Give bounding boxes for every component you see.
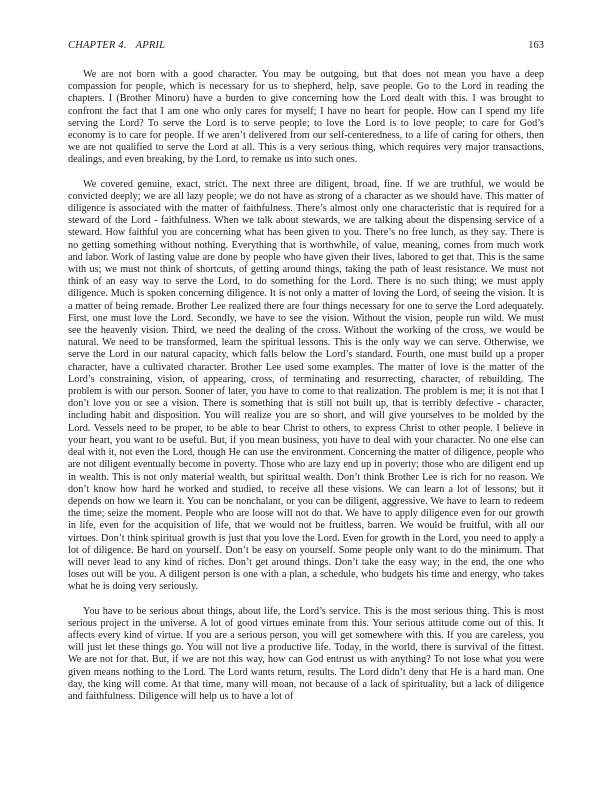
- document-body: [68, 69, 544, 703]
- body-paragraph-3: You have to be serious about things, about life, the Lord’s service. This is the most serious thing. This is most serious project in the universe. A lot of good virtues eminate from this. Your serious attitude come out of this. It affects every kind of virtue. If you are a serious person, you will get somewhere with this. If you are careless, you will just let these things go. You will not live a productive life. Today, in the world, there is survival of the fittest. We are not for that. But, if we are not this way, how can God entrust us with anything? To not lose what you were given means nothing to the Lord. The Lord wants return, results. The Lord didn’t deny that He is a hard man. One day, the king will come. At that time, many will moan, not because of a lack of spirituality, but a lack of diligence and faithfulness. Diligence will help us to have a lot of: [68, 605, 544, 702]
- chapter-title: APRIL: [135, 40, 166, 51]
- chapter-heading: [68, 40, 165, 51]
- page-number: 163: [528, 40, 544, 51]
- body-paragraph-1: We are not born with a good character. You may be outgoing, but that does not mean you have a deep compassion for people, which is necessary for us to shepherd, help, save people. Go to the Lord in reading the chapters. I (Brother Minoru) have a burden to give concerning how the Lord dealt with this. I was brought to confront the fact that I am one who only cares for myself; I have no heart for people. How can I spend my life serving the Lord? To serve the Lord is to serve people; to love the Lord is to love people; to care for God’s economy is to care for people. If we aren’t delivered from our self-centeredness, to a life of caring for others, then we are not qualified to serve the Lord at all. This is a very serious thing, which requires very major transactions, dealings, and even breaking, by the Lord, to remake us into such ones.: [68, 69, 544, 166]
- body-paragraph-2: We covered genuine, exact, strict. The next three are diligent, broad, fine. If we are truthful, we would be convicted deeply; we are all lazy people; we do not have as strong of a character as we should have. This matter of diligence is associated with the matter of faithfulness. There’s almost only one characteristic that is required for a steward of the Lord - faithfulness. When we talk about stewards, we are talking about the dispensing service of a steward. How faithful you are concerning what has been given to you. There’s no free lunch, as they say. There is no getting something without nothing. Everything that is worthwhile, of value, meaning, comes from much work and labor. Work of lasting value are done by people who have given their lives, labored to get that. This is the same with us; we must not think of shortcuts, of getting around things, taking the path of least resistance. We must not think of an easy way to serve the Lord, to do something for the Lord. There is no such thing; we must apply diligence. Much is spoken concerning diligence. It is not only a matter of loving the Lord, of seeing the vision. It is a matter of being remade. Brother Lee realized there are four things necessary for one to serve the Lord adequately. First, one must love the Lord. Secondly, we have to see the vision. Without the vision, people run wild. We must see the heavenly vision. Third, we need the dealing of the cross. Without the working of the cross, we would be natural. We need to be transformed, learn the spiritual lessons. This is the only way we can serve. Otherwise, we serve the Lord in our natural capacity, which falls below the Lord’s standard. Fourth, one must build up a proper character, have a cultivated character. Brother Lee used some examples. The matter of love is the matter of the Lord’s constraining, vision, of appearing, cross, of terminating and resurrecting, character, of rebuilding. The problem is with our person. Sooner of later, you have to come to that realization. The problem is me; it is not that I don’t love you or see a vision. There is something that is still not built up, that is terribly defective - character, including habit and disposition. You will realize you are so short, and will give yourselves to be molded by the Lord. Vessels need to be proper, to be able to bear Christ to others, to express Christ to other people. I believe in your heart, you want to be useful. But, if you mean business, you have to deal with your character. No one else can deal with it, not even the Lord, though He can use the environment. Concerning the matter of diligence, people who are not diligent eventually become in poverty. Those who are lazy end up in poverty; those who are diligent end up in wealth. This is not only material wealth, but spiritual wealth. Don’t think Brother Lee is rich for no reason. We don’t know how hard he worked and studied, to receive all these visions. We can learn a lot of lessons; but it depends on how we learn it. You can be nonchalant, or you can be diligent, aggressive. We have to learn to redeem the time; seize the moment. People who are loose will not do that. We have to apply diligence even for our growth in life, even for the acquisition of life, that we would not be fruitless, barren. We would be fruitful, with all our virtues. Don’t think spiritual growth is just that you love the Lord. Even for growth in the Lord, you need to apply a lot of diligence. Be hard on yourself. Don’t be easy on yourself. Some people only want to do the minimum. That will never lead to any kind of riches. Don’t get around things. Don’t take the easy way; in the end, the one who loses out will be you. A diligent person is one with a plan, a schedule, who budgets his time and energy, who takes what he is doing very seriously.: [68, 178, 544, 593]
- running-header: [68, 40, 544, 51]
- chapter-label: CHAPTER 4.: [68, 40, 127, 51]
